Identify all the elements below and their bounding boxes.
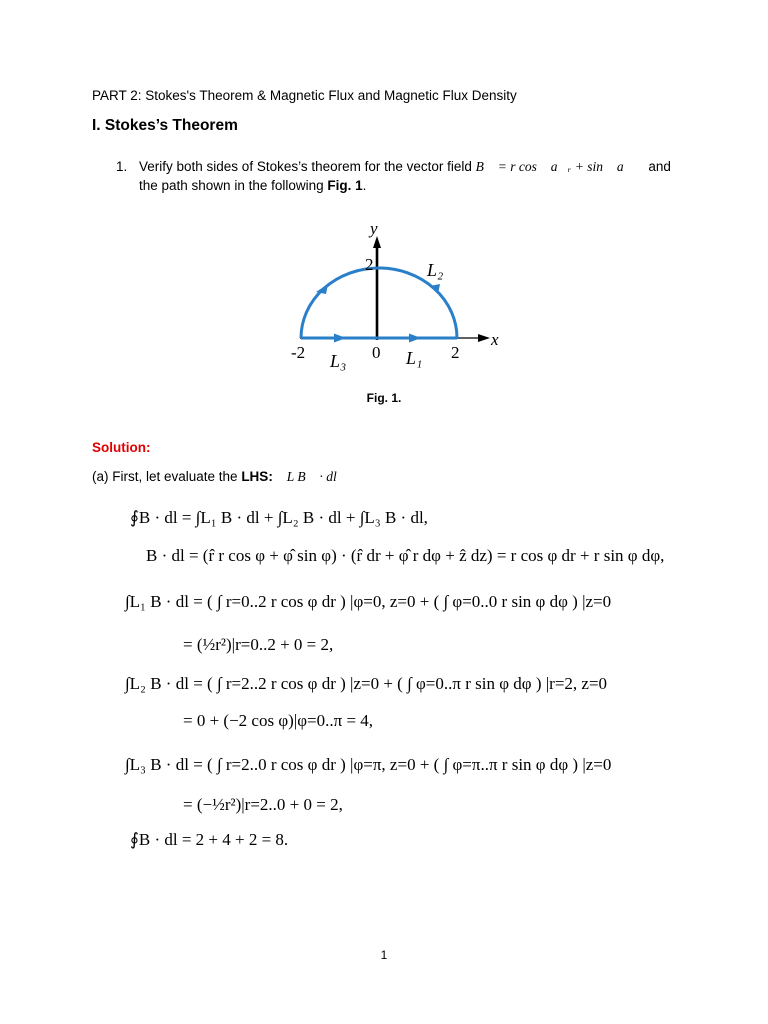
question-line1-suffix: and [644, 159, 671, 174]
tick-origin: 0 [372, 343, 381, 362]
x-axis-label: x [491, 330, 499, 349]
figure-reference: Fig. 1 [327, 178, 363, 193]
solution-heading: Solution: [92, 440, 151, 455]
section-heading: I. Stokes’s Theorem [92, 117, 238, 134]
part-a-lhs-expression: ∮L B⃗ · dl⃗ [272, 469, 348, 484]
equation-line: ∮B · dl = ∫L₁ B · dl + ∫L₂ B · dl + ∫L₃ B · dl, [130, 508, 428, 527]
tick-top: 2 [365, 255, 374, 274]
equation-line: B · dl = (r̂ r cos φ + φ̂ sin φ) · (r̂ dr + φ̂ r dφ + ẑ dz) = r cos φ dr + r sin φ dφ, [146, 546, 665, 565]
question-line2-prefix: the path shown in the following [139, 178, 328, 193]
equation-line: = (½r²)|r=0..2 + 0 = 2, [183, 635, 334, 654]
question-number: 1. [116, 159, 128, 174]
part-a-intro [92, 469, 347, 485]
equation-line: ∫L₂ B · dl = ( ∫ r=2..2 r cos φ dr ) |z=0 + ( ∫ φ=0..π r sin φ dφ ) |r=2, z=0 [125, 674, 608, 693]
question-line1-prefix: Verify both sides of Stokes’s theorem for the vector field [139, 159, 476, 174]
label-l1: L₁ [406, 348, 423, 368]
figure-caption: Fig. 1. [366, 391, 402, 405]
label-l2: L₂ [427, 260, 444, 280]
tick-left: -2 [291, 343, 306, 362]
x-axis-arrow [478, 334, 490, 342]
figure-semicircle-path [0, 0, 768, 420]
y-axis-label: y [370, 219, 378, 238]
equation-line: ∮B · dl = 2 + 4 + 2 = 8. [130, 830, 289, 849]
equation-line: ∫L₁ B · dl = ( ∫ r=0..2 r cos φ dr ) |φ=0, z=0 + ( ∫ φ=0..0 r sin φ dφ ) |z=0 [125, 592, 612, 611]
page-number: 1 [380, 948, 388, 962]
question-line2-suffix: . [362, 178, 367, 193]
equation-line: = (−½r²)|r=2..0 + 0 = 2, [183, 795, 343, 814]
equation-line: = 0 + (−2 cos φ)|φ=0..π = 4, [183, 711, 374, 730]
arrow-l1 [409, 334, 421, 343]
vector-field-expression: B⃗ = r cos ∅a⃗ᵣ + sin ∅a⃗∅ [475, 159, 645, 174]
tick-right: 2 [451, 343, 460, 362]
part-a-prefix: (a) First, let evaluate the [92, 469, 242, 484]
part-a-lhs-label: LHS: [241, 469, 273, 484]
arrow-l3 [334, 334, 346, 343]
label-l3: L₃ [330, 351, 347, 371]
part-title: PART 2: Stokes's Theorem & Magnetic Flux and Magnetic Flux Density [92, 88, 517, 103]
equation-line: ∫L₃ B · dl = ( ∫ r=2..0 r cos φ dr ) |φ=π, z=0 + ( ∫ φ=π..π r sin φ dφ ) |z=0 [125, 755, 612, 774]
